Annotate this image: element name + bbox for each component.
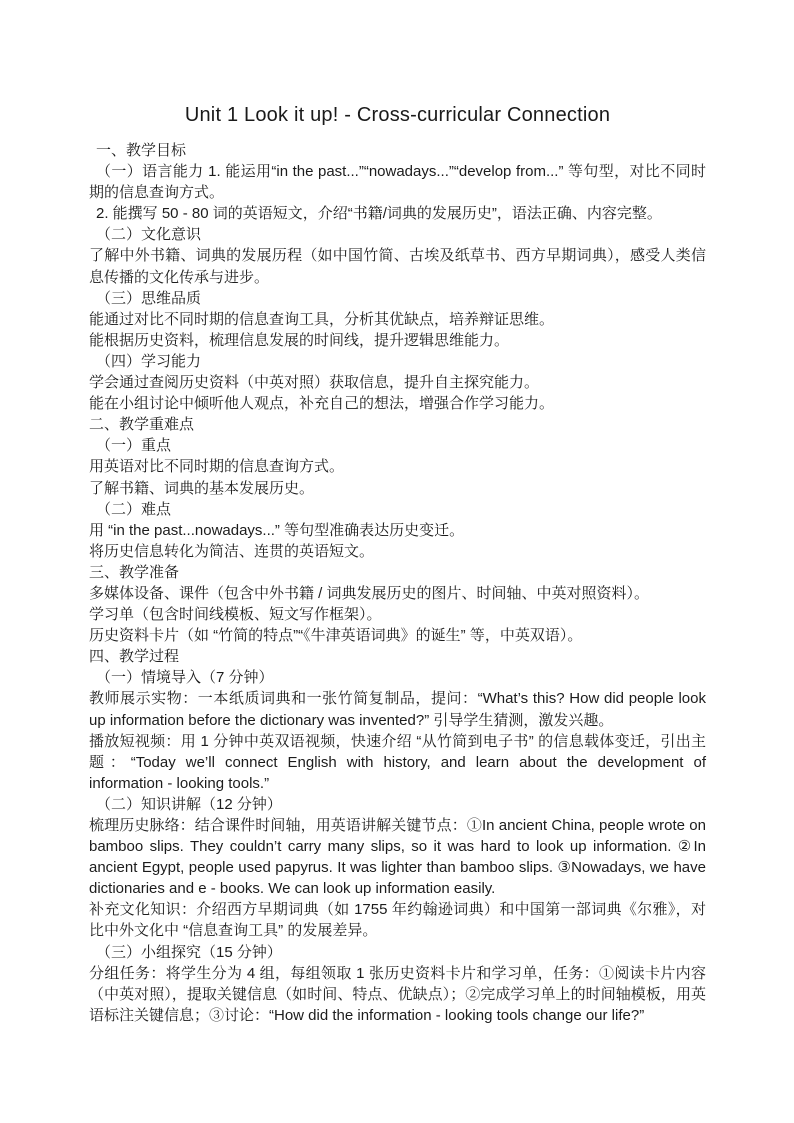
paragraph: 将历史信息转化为简洁、连贯的英语短文。 — [89, 542, 375, 560]
paragraph: （三）思维品质 — [96, 289, 202, 307]
paragraph: 学习单（包含时间线模板、短文写作框架）。 — [89, 606, 382, 624]
paragraph: 二、教学重难点 — [89, 416, 195, 434]
paragraph: 教师展示实物：一本纸质词典和一张竹简复制品，提问：“What’s this? How did people look up information before the dictionary was invented?” 引导学生猜测，激发兴趣。 — [89, 690, 706, 729]
paragraph: 历史资料卡片（如 “竹简的特点”“《牛津英语词典》的诞生” 等，中英双语）。 — [89, 627, 583, 645]
paragraph: （二）文化意识 — [96, 226, 202, 244]
paragraph: 学会通过查阅历史资料（中英对照）获取信息，提升自主探究能力。 — [89, 374, 540, 392]
paragraph: 能根据历史资料，梳理信息发展的时间线，提升逻辑思维能力。 — [89, 331, 510, 349]
paragraph: 补充文化知识：介绍西方早期词典（如 1755 年约翰逊词典）和中国第一部词典《尔雅》，对比中外文化中 “信息查询工具” 的发展差异。 — [89, 901, 706, 940]
paragraph: 梳理历史脉络：结合课件时间轴，用英语讲解关键节点：①In ancient China, people wrote on bamboo slips. They couldn’t carry many slips, so it was hard to look up information. ②In ancient Egypt, people used papyrus. It was lighter than bamboo slips. ③Nowadays, we have dictionaries and e - books. We can look up information easily. — [89, 817, 706, 898]
paragraph: 四、教学过程 — [89, 648, 180, 666]
paragraph: 了解中外书籍、词典的发展历程（如中国竹简、古埃及纸草书、西方早期词典），感受人类信息传播的文化传承与进步。 — [89, 247, 706, 286]
paragraph: （一）重点 — [96, 437, 172, 455]
paragraph: 能在小组讨论中倾听他人观点，补充自己的想法，增强合作学习能力。 — [89, 395, 555, 413]
document-content — [89, 103, 706, 1026]
paragraph: 了解书籍、词典的基本发展历史。 — [89, 479, 315, 497]
paragraph: 分组任务：将学生分为 4 组，每组领取 1 张历史资料卡片和学习单，任务：①阅读卡片内容（中英对照），提取关键信息（如时间、特点、优缺点）；②完成学习单上的时间轴模板，用英语标注关键信息；③讨论：“How did the information - looking tools change our life?” — [89, 964, 706, 1024]
paragraph: （一）语言能力 1. 能运用“in the past...”“nowadays...”“develop from...” 等句型，对比不同时期的信息查询方式。 — [89, 163, 706, 202]
paragraph: （二）难点 — [96, 500, 172, 518]
paragraph: 用英语对比不同时期的信息查询方式。 — [89, 458, 345, 476]
paragraph: 用 “in the past...nowadays...” 等句型准确表达历史变迁。 — [89, 521, 465, 539]
paragraph: 播放短视频：用 1 分钟中英双语视频，快速介绍 “从竹简到电子书” 的信息载体变迁，引出主题：“Today we’ll connect English with history, and learn about the development of information - looking tools.” — [89, 732, 706, 792]
paragraph: （一）情境导入（7 分钟） — [96, 669, 274, 687]
paragraph: 三、教学准备 — [89, 563, 180, 581]
paragraph: （四）学习能力 — [96, 352, 202, 370]
paragraph: 能通过对比不同时期的信息查询工具，分析其优缺点，培养辩证思维。 — [89, 310, 555, 328]
page-title: Unit 1 Look it up! - Cross-curricular Connection — [184, 104, 611, 126]
paragraph: 2. 能撰写 50 - 80 词的英语短文，介绍“书籍/词典的发展历史”，语法正确、内容完整。 — [96, 205, 662, 223]
paragraph: （三）小组探究（15 分钟） — [96, 943, 282, 961]
paragraph: 多媒体设备、课件（包含中外书籍 / 词典发展历史的图片、时间轴、中英对照资料）。 — [89, 584, 650, 602]
paragraph: 一、教学目标 — [96, 142, 187, 159]
paragraph: （二）知识讲解（12 分钟） — [96, 795, 282, 813]
document-body — [89, 140, 706, 1026]
